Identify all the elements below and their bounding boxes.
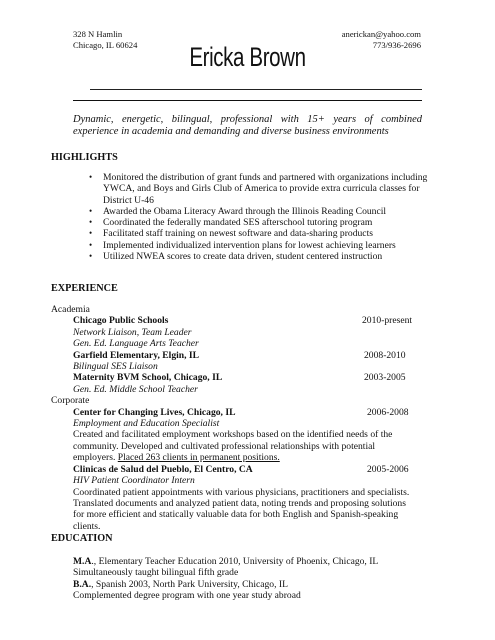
education-item bbox=[73, 579, 433, 590]
degree-name: M.A bbox=[73, 556, 92, 567]
experience-heading: EXPERIENCE bbox=[51, 283, 118, 294]
highlight-item: • Utilized NWEA scores to create data driven, student centered instruction bbox=[89, 251, 383, 263]
employer-name: Chicago Public Schools bbox=[73, 315, 169, 327]
education-note: Simultaneously taught bilingual fifth grade bbox=[73, 567, 239, 579]
candidate-name: Ericka Brown bbox=[189, 42, 306, 72]
job-title: Employment and Education Specialist bbox=[73, 418, 220, 430]
education-item bbox=[73, 556, 433, 567]
experience-entry bbox=[51, 315, 431, 326]
highlight-item: • Monitored the distribution of grant funds and partnered with organizations including YWCA, and Boys and Girls Club of America to provide extra curricula classes for District U-46 bbox=[89, 172, 428, 206]
experience-entry bbox=[51, 464, 431, 475]
job-title: Network Liaison, Team Leader bbox=[73, 326, 192, 338]
job-title: Bilingual SES Liaison bbox=[73, 361, 158, 373]
degree-detail: ., Elementary Teacher Education 2010, University of Phoenix, Chicago, IL bbox=[91, 556, 379, 567]
employment-dates: 2010-present bbox=[362, 315, 413, 327]
employer-name: Center for Changing Lives, Chicago, IL bbox=[73, 406, 236, 418]
profile-summary: Dynamic, energetic, bilingual, professional with 15+ years of combined experience in academia and demanding and diverse business environments bbox=[73, 114, 422, 137]
highlight-item: • Implemented individualized intervention plans for lowest achieving learners bbox=[89, 239, 396, 251]
header-divider-thick bbox=[73, 100, 422, 101]
phone-number: 773/936-2696 bbox=[372, 40, 421, 50]
highlight-item: • Coordinated the federally mandated SES afterschool tutoring program bbox=[89, 217, 373, 229]
address-line-1: 328 N Hamlin bbox=[73, 29, 123, 39]
experience-entry bbox=[51, 407, 431, 418]
highlights-list bbox=[89, 172, 428, 263]
academia-label: Academia bbox=[51, 304, 90, 315]
bullet-icon: • bbox=[89, 251, 93, 262]
achievement-text: Placed 263 clients in permanent positions. bbox=[117, 452, 280, 464]
experience-entry bbox=[51, 372, 431, 383]
employer-name: Garfield Elementary, Elgin, IL bbox=[73, 349, 200, 361]
highlights-heading: HIGHLIGHTS bbox=[51, 152, 118, 163]
highlight-item: • Awarded the Obama Literacy Award through the Illinois Reading Council bbox=[89, 205, 387, 217]
employment-dates: 2003-2005 bbox=[364, 372, 406, 384]
highlight-item: • Facilitated staff training on newest software and data-sharing products bbox=[89, 228, 373, 240]
employment-dates: 2008-2010 bbox=[364, 349, 406, 361]
education-section bbox=[73, 556, 433, 602]
corporate-label: Corporate bbox=[51, 395, 90, 407]
employer-name: Maternity BVM School, Chicago, IL bbox=[73, 372, 223, 384]
header-divider-thin bbox=[90, 89, 422, 90]
bullet-icon: • bbox=[89, 217, 93, 228]
job-title: Gen. Ed. Middle School Teacher bbox=[73, 383, 198, 395]
bullet-icon: • bbox=[89, 239, 93, 250]
email-address: anerickan@yahoo.com bbox=[341, 29, 421, 39]
job-title: HIV Patient Coordinator Intern bbox=[73, 475, 195, 487]
job-description: Created and facilitated employment workshops based on the identified needs of the community. Developed and cultivated professional relationships with potential employers. Placed 263 clients in permanent positions. bbox=[73, 429, 393, 464]
bullet-icon: • bbox=[89, 228, 93, 239]
job-title: Gen. Ed. Language Arts Teacher bbox=[73, 338, 199, 350]
employment-dates: 2006-2008 bbox=[367, 406, 409, 418]
bullet-icon: • bbox=[89, 205, 93, 216]
employer-name: Clinicas de Salud del Pueblo, El Centro, CA bbox=[73, 463, 253, 475]
experience-section bbox=[51, 304, 431, 532]
job-description: Coordinated patient appointments with various physicians, practitioners and specialists. Translated documents and analyzed patient data, noting trends and proposing solutions for more efficient and statically valuable data for both English and Spanish-speaking clients. bbox=[73, 486, 410, 532]
bullet-icon: • bbox=[89, 172, 93, 182]
experience-entry bbox=[51, 350, 431, 361]
address-line-2: Chicago, IL 60624 bbox=[73, 40, 138, 50]
employment-dates: 2005-2006 bbox=[367, 463, 409, 475]
degree-detail: , Spanish 2003, North Park University, Chicago, IL bbox=[91, 578, 288, 590]
education-note: Complemented degree program with one year study abroad bbox=[73, 590, 301, 602]
education-heading: EDUCATION bbox=[51, 533, 113, 544]
degree-name: B.A. bbox=[73, 578, 92, 590]
